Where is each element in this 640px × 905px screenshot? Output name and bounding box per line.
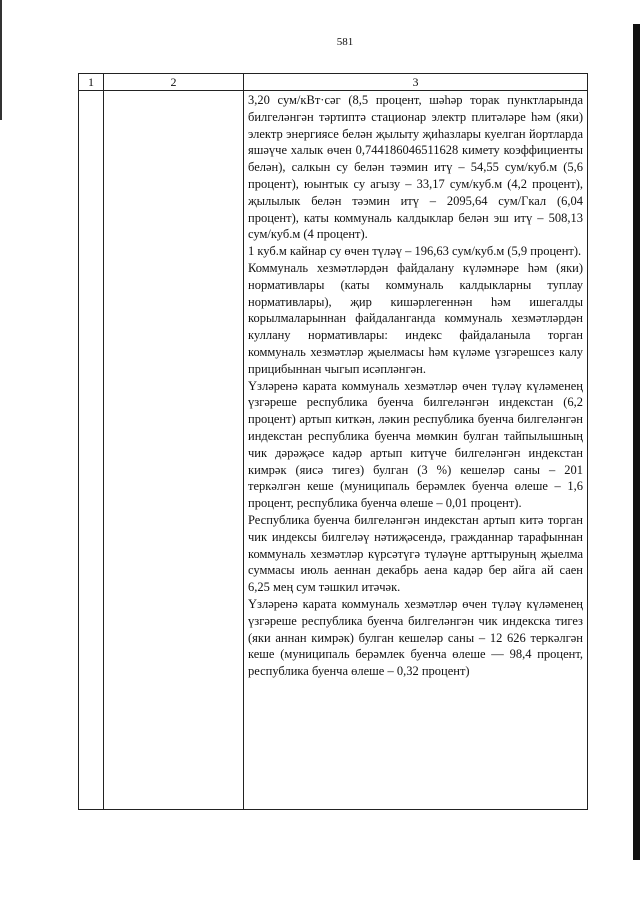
cell-text bbox=[244, 91, 587, 682]
paragraph-index-exceeded: Үзләренә карата коммуналь хезмәтләр өчен түләү күләменең үзгәреше республика буенча билгеләнгән индекстан (6,2 процент) артып киткән, ләкин республика буенча билгеләнгән индекстан республика буенча мөмкин булган тайпылышның чик дәрәҗәсе кадәр артып китүче билгеләнгән индекстан кимрәк (яисә тигез) булган (3 %) кешеләр саны – 201 теркәлгән кеше (муниципаль берәмлек буенча өлеше – 1,6 процент, республика буенча өлеше – 0,01 процент). bbox=[248, 378, 583, 511]
column-header-2: 2 bbox=[104, 74, 244, 91]
paragraph-total-increase: Республика буенча билгеләнгән индекстан артып китә торган чик индексы билгеләү нәтиҗәсендә, гражданнар тарафыннан коммуналь хезмәтләр күрсәтүгә түләүне арттыруның җыелма суммасы июль аеннан декабрь аена кадәр бер айга ай саен 6,25 мең сум тәшкил итәчәк. bbox=[248, 512, 583, 595]
document-table bbox=[78, 73, 588, 810]
table-row bbox=[79, 91, 588, 810]
paragraph-index-within: Үзләренә карата коммуналь хезмәтләр өчен түләү күләменең үзгәреше республика буенча билгеләнгән чик индекска тигез (яки аннан кимрәк) булган кешеләр саны – 12 626 теркәлгән кеше (муниципаль берәмлек буенча өлеше — 98,4 процент, республика буенча өлеше – 0,32 процент) bbox=[248, 596, 583, 679]
paragraph-consumption-norms: Коммуналь хезмәтләрдән файдалану күләмнәре һәм (яки) нормативлары (каты коммуналь калдыкларны туплау нормативлары), җир кишәрлегеннән һәм ишегалды корылмаларыннан файдаланганда коммуналь хезмәтләрдән куллану нормативлары: индекс файдаланыла торган коммуналь хезмәтләр җыелмасы һәм күләме үзгәрешсез калу прицибыннан чыгып исәпләнгән. bbox=[248, 260, 583, 376]
scan-edge-right bbox=[633, 24, 640, 860]
scan-edge-left bbox=[0, 0, 2, 120]
cell-col-2 bbox=[104, 91, 244, 810]
cell-col-1 bbox=[79, 91, 104, 810]
paragraph-hot-water: 1 куб.м кайнар су өчен түләү – 196,63 сум/куб.м (5,9 процент). bbox=[248, 244, 582, 259]
table-header-row bbox=[79, 74, 588, 91]
cell-col-3 bbox=[244, 91, 588, 810]
page-number: 581 bbox=[336, 36, 354, 48]
column-header-3: 3 bbox=[244, 74, 588, 91]
paragraph-tariffs: 3,20 сум/кВт·сәг (8,5 процент, шәһәр торак пунктларында билгеләнгән тәртиптә стационар электр плитәләре һәм (яки) электр энергиясе белән җылыту җиһазлары куелган йортларда яшәүче халык өчен 0,744186046511628 кимету коэффициенты белән), салкын су белән тәэмин итү – 54,55 сум/куб.м (5,6 процент), юынтык су агызу – 33,17 сум/куб.м (4,2 процент), җылылык белән тәэмин итү – 2095,64 сум/Гкал (6,04 процент), каты коммуналь калдыклар белән эш итү – 508,13 сум/куб.м (4 процент). bbox=[248, 93, 583, 242]
column-header-1: 1 bbox=[79, 74, 104, 91]
